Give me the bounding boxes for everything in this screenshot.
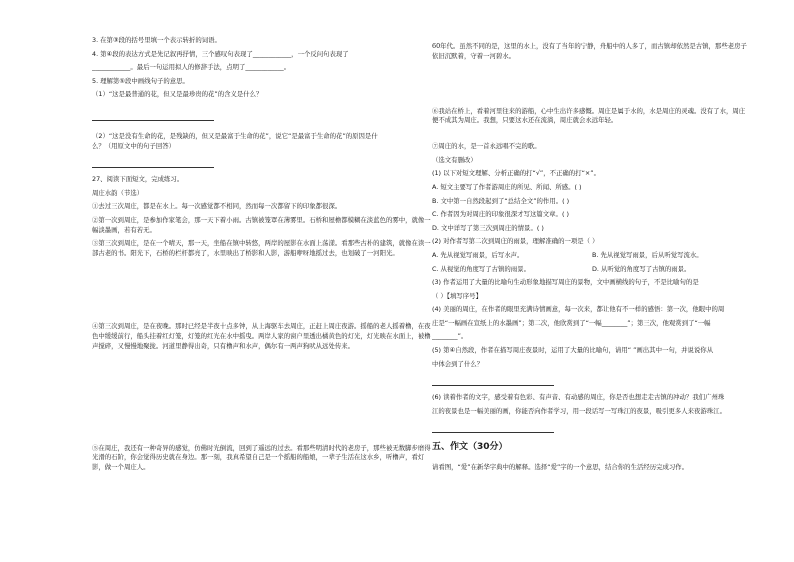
question-6-line-1: (6) 读着作者的文字，感受着有色彩、有声音、有动感的周庄，你是否也想走走古镇的冲动？我们广州珠 bbox=[432, 393, 725, 402]
question-1-c: C. 作者因为对周庄的印象很深才写这篇文章。( ) bbox=[432, 210, 569, 219]
question-3-line-1: (3) 作者运用了大量的比喻句生动形象地描写周庄的景物，文中画横线的句子，不是比喻句的是 bbox=[432, 278, 699, 287]
paragraph-7: ⑦周庄的水，是一首永远唱不完的歌。 bbox=[432, 142, 541, 151]
option-a[interactable]: A. 先从视觉写雨景，后写水声。 bbox=[432, 250, 524, 259]
question-4-line-2: 庄是“一幅画在宣纸上的水墨画”；第二次，他欣赏到了“一幅________”；第三次，他观赏到了“一幅 bbox=[432, 318, 711, 327]
question-4-line-2: ____________。最后一句运用拟人的修辞手法，点明了____________。 bbox=[92, 63, 291, 72]
question-2-options-row-2 bbox=[432, 265, 750, 275]
question-1-b: B. 文中第一自然段起到了“总结全文”的作用。( ) bbox=[432, 196, 570, 205]
answer-line-q6[interactable] bbox=[432, 423, 554, 433]
story-title: 周庄水韵（节选） bbox=[92, 188, 144, 197]
essay-prompt: 请看图，“爱”在新华字典中的解释。选择“爱”字的一个意思，结合你的生活经历完成习作。 bbox=[432, 463, 689, 472]
left-column bbox=[92, 36, 432, 498]
question-5-line-2: 中体会到了什么？ bbox=[432, 359, 484, 368]
paragraph-1: ①去过三次周庄，都是在水上。每一次感觉都不相同，然而每一次都留下的印象都很深。 bbox=[92, 202, 342, 211]
paragraph-continuation: 60年代。虽然不同的是，这里的水上，没有了当年的宁静，舟船中的人多了，而古镇却依然是古镇，那些老房子依旧沉默着，守着一河碧水。 bbox=[432, 42, 747, 60]
question-4-line-1: 4. 第④段的表达方式是先记叙再抒情，三个感叹句表现了____________，一个反问句表现了 bbox=[92, 49, 349, 58]
option-b[interactable]: B. 先从视觉写雨景，后从听觉写流水。 bbox=[592, 250, 703, 259]
question-1-a: A. 短文主要写了作者游周庄的所见、所闻、所感。( ) bbox=[432, 182, 582, 191]
question-5: 5. 理解第⑤段中画线句子的意思。 bbox=[92, 76, 189, 85]
question-6-line-2: 江的夜景也是一幅美丽的画，你能否向作者学习，用一段话写一写珠江的夜景，吸引更多人来夜游珠江。 bbox=[432, 406, 726, 415]
answer-line-5-1[interactable] bbox=[92, 111, 214, 121]
paragraph-6: ⑥我站在桥上，看着河里往来的游船，心中生出许多感慨。周庄是属于水的，水是周庄的灵魂。没有了水，周庄便不成其为周庄。我想，只要这水还在流淌，周庄就会永远年轻。 bbox=[432, 106, 746, 125]
paragraph-4: ④第三次到周庄，是在夜晚。那时已经是半夜十点多钟，从上海驱车去周庄，正赶上周庄夜游。摇船的老人摇着橹，在夜色中缓缓前行，船头挂着红灯笼，灯笼的红光在水中摇曳。两岸人家的窗户里透出橘黄色的灯光，灯光映在水面上，被橹声搅碎，又慢慢地聚拢。河道里静得出奇，只有橹声和水声，偶尔有一两声狗吠从远处传来。 bbox=[92, 322, 431, 350]
option-d[interactable]: D. 从听觉的角度写了古镇的雨景。 bbox=[592, 264, 691, 273]
right-column bbox=[432, 36, 750, 473]
paragraph-3: ③第三次到周庄，是在一个晴天，那一天，坐船在镇中转悠，两岸的屋影在水面上荡漾。看那些古朴的建筑，就像在读一部古老的书。阳光下，石桥的栏杆都亮了，水里映出了桥影和人影，游船咿呀地摇过去，也划破了一河阳光。 bbox=[92, 238, 431, 257]
paragraph-2-line-1: ②第一次到周庄，是参加作家笔会，那一天下着小雨。古镇被笼罩在薄雾里。石桥和屋檐都模糊在淡蓝色的雾中，就像一幅淡墨画，若有若无。 bbox=[92, 215, 431, 234]
question-5-2-line-2: 么？（用原文中的句子回答） bbox=[92, 141, 176, 150]
paragraph-5: ⑤在周庄，我还有一种奇异的感觉，仿佛时光倒流，回到了遥远的过去。看那些明清时代的老房子，那些被无数脚步磨得光滑的石阶，你会觉得历史就在身边。那一刻，我真希望自己是一个摇船的船娘，一辈子生活在这水乡，听橹声，看灯影，做一个周庄人。 bbox=[92, 443, 431, 471]
question-5-2-line-1: （2）“这是没有生命的花，是残缺的，但又是最富于生命的花”，说它“是最富于生命的花”的原因是什 bbox=[92, 131, 378, 140]
question-5-1: （1）“这是最普通的花，但又是最珍贵的花”的含义是什么？ bbox=[92, 90, 263, 99]
question-2: (2) 对作者写第二次到周庄的雨景，理解准确的一项是（ ） bbox=[432, 237, 599, 246]
question-1-d: D. 文中详写了第三次到周庄的情景。( ) bbox=[432, 223, 544, 232]
source-note: （选文有删改） bbox=[432, 155, 477, 164]
answer-line-q5[interactable] bbox=[432, 376, 554, 386]
question-27-title: 27、阅读下面短文，完成练习。 bbox=[92, 175, 184, 184]
question-3-line-2: （ ）【填写序号】 bbox=[432, 291, 482, 300]
option-c[interactable]: C. 从视觉的角度写了古镇的雨景。 bbox=[432, 264, 530, 273]
section-title-composition: 五、作文（30分） bbox=[432, 442, 508, 453]
question-3: 3. 在第③段的括号里填一个表示转折的词语。 bbox=[92, 36, 221, 44]
question-1: (1) 以下对短文理解、分析正确的打“√”，不正确的打“×”。 bbox=[432, 169, 600, 178]
question-4-line-1: (4) 美丽的周庄，在作者的眼里充满诗情画意，每一次来，都让他有不一样的感悟：第一次，他眼中的周 bbox=[432, 305, 725, 314]
question-2-options-row-1 bbox=[432, 251, 750, 261]
question-4-line-3: ________”。 bbox=[432, 332, 468, 341]
answer-line-5-2[interactable] bbox=[92, 158, 214, 168]
question-5-line-1: (5) 第④自然段，作者在描写周庄夜景时，运用了大量的比喻句，请用“ ”画出其中一句，并说说你从 bbox=[432, 346, 714, 355]
